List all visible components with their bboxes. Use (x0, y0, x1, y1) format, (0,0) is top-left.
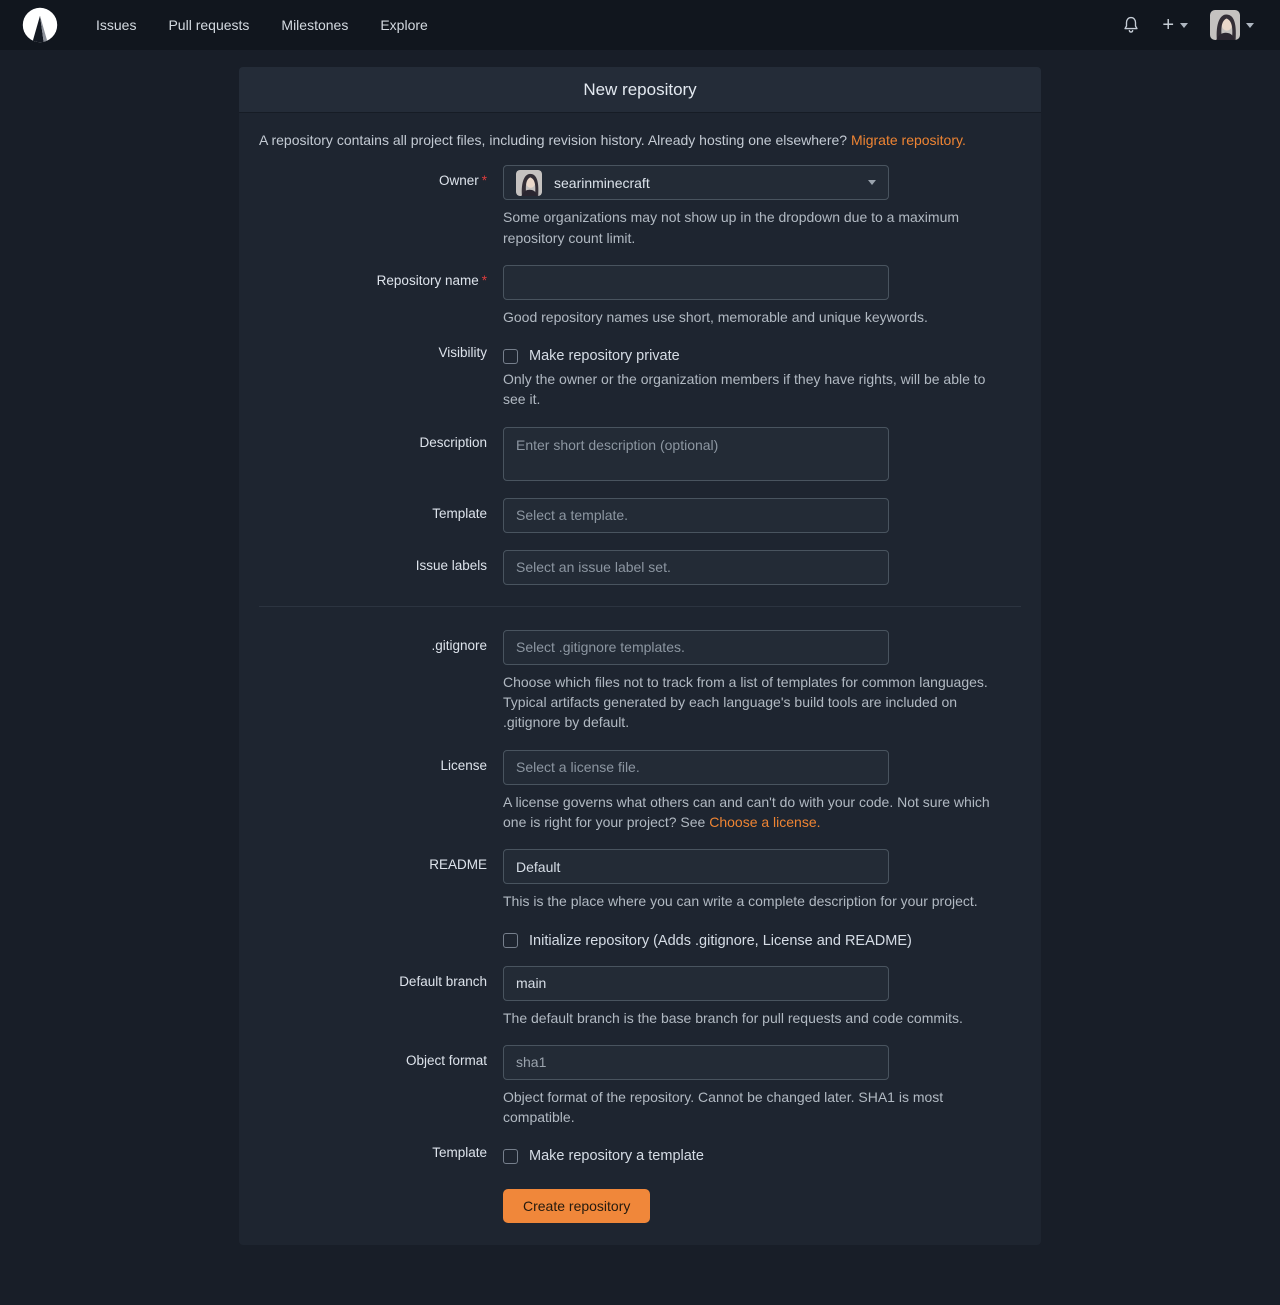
object-format-row (259, 1045, 1021, 1128)
bell-icon (1122, 16, 1140, 34)
description-textarea[interactable] (503, 427, 889, 481)
issue-labels-label: Issue labels (415, 557, 487, 573)
nav-item-issues[interactable]: Issues (96, 17, 137, 33)
gitignore-help: Choose which files not to track from a list of templates for common languages. Typical artifacts generated by each language's build tools are included on .gitignore by default. (503, 673, 988, 731)
owner-avatar (516, 170, 542, 196)
user-avatar (1210, 10, 1240, 40)
navbar-menu (86, 9, 438, 41)
page-title: New repository (583, 79, 697, 99)
choose-a-license-link[interactable]: Choose a license. (709, 813, 821, 830)
gitignore-select[interactable] (503, 630, 889, 665)
submit-row (259, 1189, 1021, 1223)
caret-down-icon (1246, 23, 1254, 28)
readme-selected-value: Default (516, 858, 561, 875)
issue-labels-placeholder: Select an issue label set. (516, 559, 671, 576)
object-format-label: Object format (405, 1052, 487, 1068)
caret-down-icon (1180, 23, 1188, 28)
card-header (239, 67, 1041, 113)
template-checkbox-row[interactable] (503, 1144, 1021, 1164)
repository-name-row (259, 265, 1021, 327)
gitignore-label: .gitignore (431, 637, 487, 653)
caret-down-icon (868, 180, 876, 185)
template-select-label: Template (432, 505, 487, 521)
object-format-selected-value: sha1 (516, 1054, 547, 1071)
nav-item-milestones[interactable]: Milestones (281, 17, 349, 33)
create-new-dropdown[interactable] (1162, 15, 1188, 35)
visibility-row (259, 344, 1021, 410)
readme-row (259, 849, 1021, 911)
private-checkbox[interactable] (503, 349, 518, 364)
description-row (259, 427, 1021, 481)
template-checkbox-text: Make repository a template (529, 1148, 704, 1165)
top-navbar (0, 0, 1280, 50)
migrate-repository-link[interactable]: Migrate repository. (850, 132, 966, 148)
template-select-row (259, 498, 1021, 533)
plus-icon: + (1162, 14, 1174, 36)
default-branch-row (259, 966, 1021, 1028)
new-repository-card (239, 67, 1041, 1245)
owner-select[interactable] (503, 165, 889, 200)
nav-item-explore[interactable]: Explore (380, 17, 428, 33)
owner-row (259, 165, 1021, 248)
private-checkbox-label: Make repository private (529, 348, 680, 365)
user-menu-dropdown[interactable] (1210, 10, 1254, 40)
intro-text: A repository contains all project files, including revision history. Already hosting one elsewhere? Migrate repository. (259, 132, 966, 148)
init-repository-checkbox[interactable] (503, 933, 518, 948)
license-placeholder: Select a license file. (516, 759, 640, 776)
readme-label: README (429, 857, 487, 873)
description-label: Description (419, 434, 487, 450)
navbar-right (1122, 10, 1254, 40)
default-branch-help: The default branch is the base branch for pull requests and code commits. (503, 1009, 963, 1026)
gitignore-placeholder: Select .gitignore templates. (516, 639, 685, 656)
init-repository-row (259, 929, 1021, 949)
readme-select[interactable] (503, 849, 889, 884)
notifications-button[interactable] (1122, 16, 1140, 34)
owner-help: Some organizations may not show up in the dropdown due to a maximum repository count limit. (503, 209, 960, 246)
issue-labels-row (259, 550, 1021, 585)
required-marker: * (481, 272, 487, 288)
template-checkbox-row-group (259, 1144, 1021, 1164)
license-select[interactable] (503, 750, 889, 785)
repository-name-input[interactable] (503, 265, 889, 300)
issue-labels-select[interactable] (503, 550, 889, 585)
site-logo-icon[interactable] (22, 7, 58, 43)
license-help: A license governs what others can and can't do with your code. Not sure which one is right for your project? See Choose a license. (503, 793, 990, 830)
required-marker: * (481, 173, 487, 189)
template-checkbox-label: Template (432, 1145, 487, 1161)
repository-name-label: Repository name (376, 272, 479, 288)
license-label: License (440, 757, 487, 773)
nav-item-pull-requests[interactable]: Pull requests (168, 17, 250, 33)
object-format-help: Object format of the repository. Cannot be changed later. SHA1 is most compatible. (503, 1088, 944, 1126)
visibility-help: Only the owner or the organization members if they have rights, will be able to see it. (503, 371, 986, 408)
default-branch-input[interactable] (503, 966, 889, 1001)
template-select[interactable] (503, 498, 889, 533)
section-divider (259, 606, 1021, 607)
new-repository-form (239, 113, 1041, 1245)
object-format-select[interactable] (503, 1045, 889, 1080)
default-branch-label: Default branch (399, 973, 487, 989)
create-repository-button[interactable]: Create repository (503, 1189, 650, 1223)
gitignore-row (259, 630, 1021, 733)
owner-label: Owner (438, 173, 479, 189)
repository-name-help: Good repository names use short, memorable and unique keywords. (503, 308, 928, 325)
private-checkbox-row[interactable] (503, 344, 1021, 364)
visibility-label: Visibility (438, 345, 487, 361)
license-row (259, 750, 1021, 833)
template-select-placeholder: Select a template. (516, 507, 629, 524)
init-repository-checkbox-row[interactable] (503, 929, 1021, 949)
init-repository-checkbox-label: Initialize repository (Adds .gitignore, License and README) (529, 932, 912, 949)
template-checkbox[interactable] (503, 1149, 518, 1164)
readme-help: This is the place where you can write a complete description for your project. (503, 893, 978, 910)
owner-selected-value: searinminecraft (554, 174, 650, 191)
